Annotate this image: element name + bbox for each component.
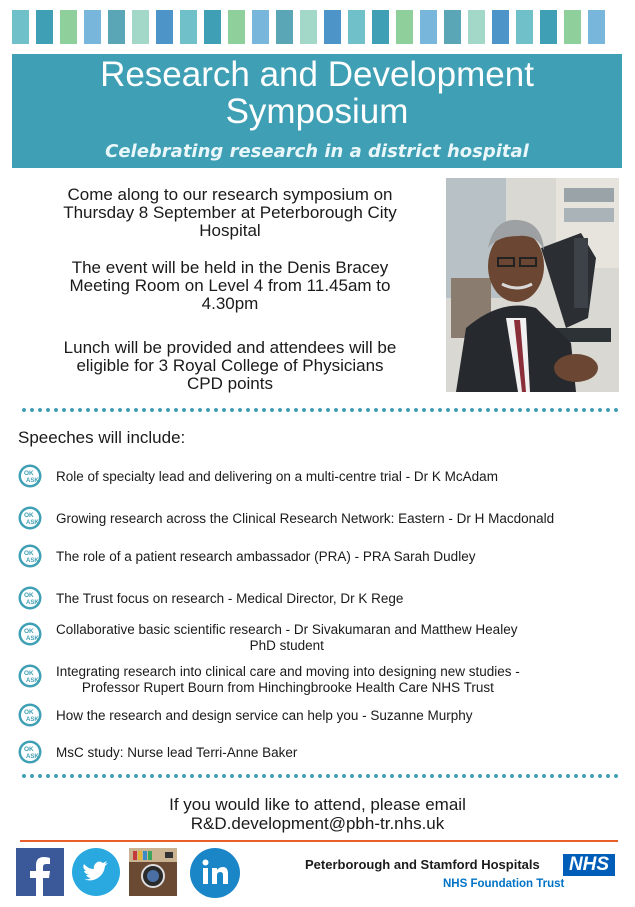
svg-text:OK: OK (24, 512, 34, 519)
ok-to-ask-icon (18, 506, 42, 530)
svg-text:ASK: ASK (26, 478, 39, 484)
intro-line: CPD points (187, 374, 273, 393)
decorative-square (444, 10, 461, 44)
speech-text (56, 622, 517, 654)
contact-text: If you would like to attend, please email (169, 795, 466, 814)
intro-line: The event will be held in the Denis Bracey (71, 258, 389, 277)
speech-text (56, 549, 475, 565)
svg-text:ASK: ASK (26, 754, 39, 760)
decorative-square (276, 10, 293, 44)
decorative-square (348, 10, 365, 44)
decorative-square (132, 10, 149, 44)
ok-to-ask-icon (18, 664, 42, 688)
decorative-square (396, 10, 413, 44)
speech-text (56, 745, 297, 761)
speeches-heading: Speeches will include: (18, 428, 186, 447)
decorative-square (420, 10, 437, 44)
instagram-icon[interactable] (129, 848, 179, 898)
svg-text:ASK: ASK (26, 520, 39, 526)
speech-line: Growing research across the Clinical Research Network: Eastern - Dr H Macdonald (56, 511, 555, 526)
decorative-square (564, 10, 581, 44)
intro-line: Come along to our research symposium on (67, 185, 393, 204)
svg-text:OK: OK (24, 628, 34, 635)
svg-text:ASK: ASK (26, 600, 39, 606)
intro-line: eligible for 3 Royal College of Physicians (76, 356, 384, 375)
decorative-square (108, 10, 125, 44)
ok-to-ask-icon (18, 622, 42, 646)
svg-text:OK: OK (24, 670, 34, 677)
nhs-logo: NHS (563, 854, 615, 876)
svg-text:OK: OK (24, 709, 34, 716)
facebook-icon[interactable] (16, 848, 66, 898)
twitter-icon[interactable] (72, 848, 122, 898)
subtitle: Celebrating research in a district hospital (105, 141, 529, 162)
contact-email[interactable]: R&D.development@pbh-tr.nhs.uk (190, 814, 445, 833)
decorative-square (540, 10, 557, 44)
speech-text (56, 511, 554, 527)
svg-text:ASK: ASK (26, 678, 39, 684)
decorative-square (180, 10, 197, 44)
svg-text:OK: OK (24, 746, 34, 753)
linkedin-icon[interactable] (190, 848, 240, 898)
trust-name: Peterborough and Stamford Hospitals (305, 857, 540, 872)
speech-line: Collaborative basic scientific research - Dr Sivakumaran and Matthew Healey (56, 622, 518, 637)
speech-line: Integrating research into clinical care and moving into designing new studies - (56, 664, 520, 679)
decorative-square (12, 10, 29, 44)
intro-venue-paragraph (20, 259, 440, 313)
decorative-square (156, 10, 173, 44)
speech-text (56, 708, 472, 724)
decorative-square (252, 10, 269, 44)
intro-line: 4.30pm (201, 294, 259, 313)
svg-text:ASK: ASK (26, 558, 39, 564)
svg-text:ASK: ASK (26, 717, 39, 723)
ok-to-ask-icon (18, 740, 42, 764)
speech-line: Role of specialty lead and delivering on a multi-centre trial - Dr K McAdam (56, 469, 498, 484)
intro-lunch-paragraph (20, 339, 440, 393)
page-title (12, 54, 622, 130)
svg-text:OK: OK (24, 470, 34, 477)
decorative-square (204, 10, 221, 44)
decorative-square (468, 10, 485, 44)
intro-line: Lunch will be provided and attendees will be (63, 338, 397, 357)
footer-divider (20, 840, 618, 842)
intro-date-paragraph (20, 186, 440, 240)
decorative-square (228, 10, 245, 44)
svg-text:OK: OK (24, 550, 34, 557)
decorative-square (492, 10, 509, 44)
decorative-square-strip (12, 10, 622, 44)
decorative-square (516, 10, 533, 44)
speech-line: The role of a patient research ambassador (PRA) - PRA Sarah Dudley (56, 549, 476, 564)
decorative-square (372, 10, 389, 44)
speech-text (56, 469, 498, 485)
intro-line: Hospital (199, 221, 261, 240)
ok-to-ask-icon (18, 464, 42, 488)
researcher-photo (446, 178, 619, 392)
speech-line: MsC study: Nurse lead Terri-Anne Baker (56, 745, 298, 760)
speech-line: PhD student (249, 638, 324, 653)
title-line-2: Symposium (225, 92, 409, 131)
decorative-square (84, 10, 101, 44)
svg-text:OK: OK (24, 592, 34, 599)
ok-to-ask-icon (18, 544, 42, 568)
speech-line: The Trust focus on research - Medical Director, Dr K Rege (56, 591, 404, 606)
speech-line: How the research and design service can help you - Suzanne Murphy (56, 708, 473, 723)
speech-line: Professor Rupert Bourn from Hinchingbrooke Health Care NHS Trust (81, 680, 494, 695)
ok-to-ask-icon (18, 586, 42, 610)
title-line-1: Research and Development (100, 55, 534, 94)
decorative-square (324, 10, 341, 44)
decorative-square (60, 10, 77, 44)
dotted-divider (20, 408, 618, 412)
speech-text (56, 591, 403, 607)
dotted-divider (20, 774, 618, 778)
trust-subtitle: NHS Foundation Trust (443, 878, 565, 890)
title-banner (12, 54, 622, 168)
ok-to-ask-icon (18, 703, 42, 727)
decorative-square (588, 10, 605, 44)
decorative-square (36, 10, 53, 44)
intro-line: Meeting Room on Level 4 from 11.45am to (69, 276, 391, 295)
decorative-square (300, 10, 317, 44)
speech-text (56, 664, 520, 696)
svg-text:ASK: ASK (26, 636, 39, 642)
intro-line: Thursday 8 September at Peterborough City (63, 203, 397, 222)
